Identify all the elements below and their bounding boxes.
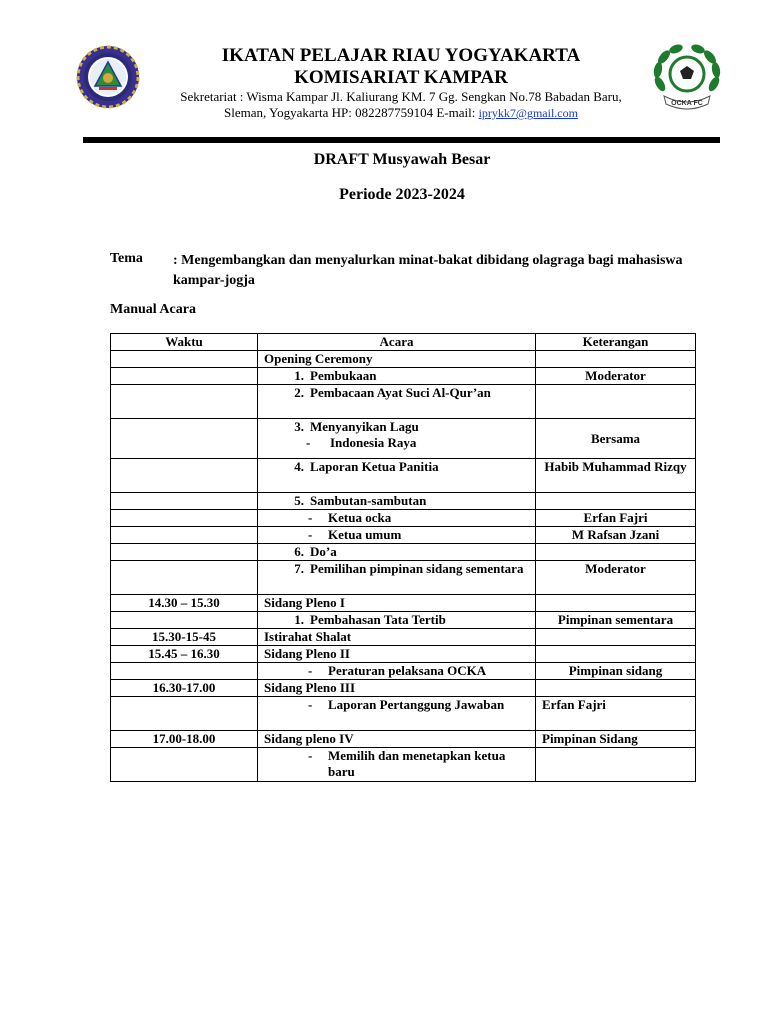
tema-label: Tema [110, 251, 143, 266]
cell-acara [258, 680, 536, 697]
cell-acara [258, 493, 536, 510]
cell-waktu [111, 544, 258, 561]
cell-acara [258, 544, 536, 561]
table-row [111, 527, 696, 544]
ipry-emblem-logo [72, 44, 144, 110]
table-row [111, 368, 696, 385]
acara-text: Sambutan-sambutan [310, 493, 427, 508]
table-row [111, 459, 696, 493]
table-row [111, 731, 696, 748]
list-dash: - [308, 510, 313, 525]
document-period: Periode 2023-2024 [339, 186, 465, 203]
cell-waktu [111, 561, 258, 595]
cell-waktu: 16.30-17.00 [111, 680, 258, 697]
tema-text: : Mengembangkan dan menyalurkan minat-bakat dibidang olagraga bagi mahasiswa kampar-jogja [173, 253, 683, 288]
acara-text: Ketua ocka [328, 510, 392, 525]
org-name-line1: IKATAN PELAJAR RIAU YOGYAKARTA [221, 45, 581, 66]
address-line2-text: Sleman, Yogyakarta HP: 082287759104 E-mail: [224, 105, 479, 120]
cell-waktu [111, 493, 258, 510]
cell-waktu: 15.45 – 16.30 [111, 646, 258, 663]
list-dash: - [308, 527, 313, 542]
cell-acara [258, 748, 536, 782]
acara-text: Sidang Pleno I [264, 595, 345, 610]
acara-text: Laporan Pertanggung Jawaban [328, 697, 505, 712]
acara-subitem: Indonesia Raya [330, 435, 417, 450]
list-dash: - [306, 435, 311, 450]
table-row [111, 595, 696, 612]
cell-keterangan: Moderator [536, 368, 696, 385]
cell-keterangan [536, 351, 696, 368]
cell-keterangan: M Rafsan Jzani [536, 527, 696, 544]
table-row [111, 646, 696, 663]
cell-waktu: 15.30-15-45 [111, 629, 258, 646]
list-number: 2. [294, 385, 304, 400]
cell-keterangan [536, 680, 696, 697]
list-number: 1. [294, 612, 304, 627]
email-link[interactable]: iprykk7@gmail.com [478, 106, 578, 120]
acara-text: Memilih dan menetapkan ketua baru [328, 748, 506, 779]
acara-text: Pemilihan pimpinan sidang sementara [310, 561, 524, 576]
cell-acara [258, 527, 536, 544]
table-row [111, 697, 696, 731]
acara-text: Pembahasan Tata Tertib [310, 612, 446, 627]
list-dash: - [308, 697, 313, 712]
ocka-fc-logo-text: OCKA FC [671, 100, 703, 107]
cell-waktu [111, 510, 258, 527]
cell-keterangan [536, 748, 696, 782]
list-dash: - [308, 663, 313, 678]
cell-keterangan [536, 629, 696, 646]
acara-text: Pembacaan Ayat Suci Al-Qur’an [310, 385, 491, 400]
table-row [111, 493, 696, 510]
acara-text: Opening Ceremony [264, 351, 373, 366]
cell-acara [258, 595, 536, 612]
acara-text: Sidang Pleno II [264, 646, 350, 661]
acara-text: Ketua umum [328, 527, 402, 542]
table-row [111, 748, 696, 782]
table-row [111, 544, 696, 561]
cell-acara [258, 368, 536, 385]
list-number: 6. [294, 544, 304, 559]
cell-acara [258, 561, 536, 595]
cell-keterangan [536, 493, 696, 510]
agenda-table [110, 333, 696, 782]
list-number: 4. [294, 459, 304, 474]
cell-keterangan: Erfan Fajri [536, 697, 696, 731]
table-row [111, 663, 696, 680]
cell-acara [258, 663, 536, 680]
address-line1: Sekretariat : Wisma Kampar Jl. Kaliurang KM. 7 Gg. Sengkan No.78 Babadan Baru, [180, 89, 622, 104]
list-number: 5. [294, 493, 304, 508]
cell-waktu [111, 527, 258, 544]
cell-keterangan: Pimpinan sementara [536, 612, 696, 629]
cell-acara [258, 459, 536, 493]
table-row [111, 351, 696, 368]
header-waktu: Waktu [111, 334, 258, 351]
cell-waktu [111, 385, 258, 419]
org-name-line2: KOMISARIAT KAMPAR [294, 67, 508, 88]
cell-keterangan [536, 595, 696, 612]
cell-keterangan: Bersama [536, 419, 696, 459]
cell-acara [258, 731, 536, 748]
acara-text: Pembukaan [310, 368, 377, 383]
cell-waktu: 14.30 – 15.30 [111, 595, 258, 612]
list-number: 3. [294, 419, 304, 434]
acara-text: Peraturan pelaksana OCKA [328, 663, 487, 678]
header-divider [83, 137, 720, 143]
cell-acara [258, 629, 536, 646]
cell-keterangan: Moderator [536, 561, 696, 595]
cell-acara [258, 510, 536, 527]
cell-keterangan [536, 544, 696, 561]
cell-acara [258, 351, 536, 368]
cell-keterangan [536, 385, 696, 419]
acara-text: Do’a [310, 544, 337, 559]
cell-acara [258, 697, 536, 731]
cell-acara [258, 612, 536, 629]
cell-keterangan: Pimpinan sidang [536, 663, 696, 680]
cell-keterangan [536, 646, 696, 663]
table-row [111, 561, 696, 595]
cell-acara [258, 646, 536, 663]
table-row [111, 385, 696, 419]
cell-waktu [111, 612, 258, 629]
cell-waktu [111, 663, 258, 680]
list-number: 1. [294, 368, 304, 383]
acara-text: Laporan Ketua Panitia [310, 459, 439, 474]
table-header-row [111, 334, 696, 351]
cell-waktu [111, 368, 258, 385]
acara-text: Sidang Pleno III [264, 680, 356, 695]
list-number: 7. [294, 561, 304, 576]
cell-keterangan: Habib Muhammad Rizqy [536, 459, 696, 493]
cell-waktu [111, 748, 258, 782]
table-row [111, 510, 696, 527]
acara-text: Sidang pleno IV [264, 731, 354, 746]
list-dash: - [308, 748, 313, 763]
table-row [111, 419, 696, 459]
cell-waktu [111, 697, 258, 731]
cell-waktu [111, 459, 258, 493]
cell-acara [258, 385, 536, 419]
address-line2 [150, 105, 652, 121]
cell-acara [258, 419, 536, 459]
table-row [111, 629, 696, 646]
cell-waktu [111, 419, 258, 459]
cell-waktu [111, 351, 258, 368]
manual-acara-label: Manual Acara [110, 302, 196, 317]
header-acara: Acara [258, 334, 536, 351]
table-row [111, 612, 696, 629]
acara-text: Istirahat Shalat [264, 629, 352, 644]
cell-keterangan: Pimpinan Sidang [536, 731, 696, 748]
cell-keterangan: Erfan Fajri [536, 510, 696, 527]
document-title: DRAFT Musyawah Besar [313, 151, 491, 168]
cell-waktu: 17.00-18.00 [111, 731, 258, 748]
acara-text: Menyanyikan Lagu [310, 419, 419, 434]
ocka-fc-logo [650, 44, 724, 114]
table-row [111, 680, 696, 697]
header-keterangan: Keterangan [536, 334, 696, 351]
